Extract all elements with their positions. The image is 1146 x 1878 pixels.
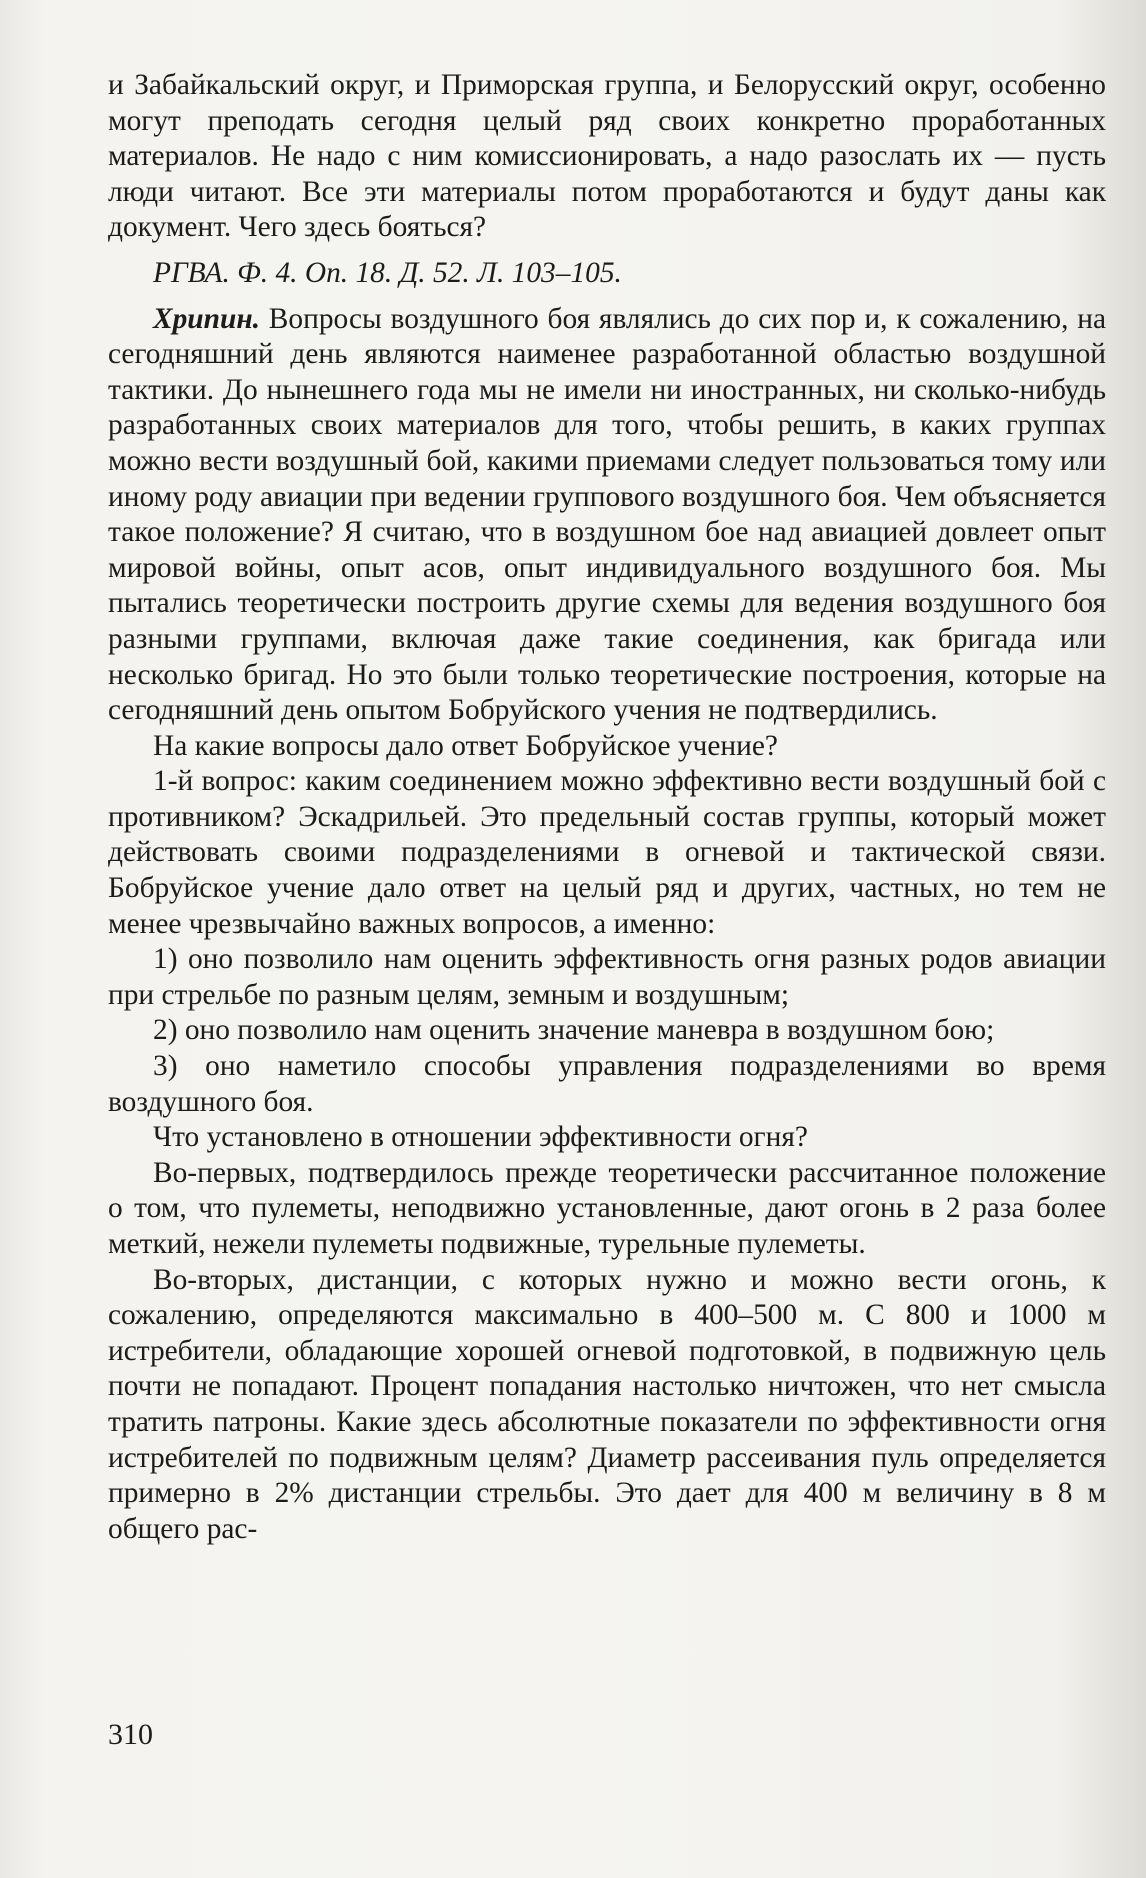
- paragraph-speech-khripin: [108, 302, 1106, 729]
- paragraph: Что установлено в отношении эффективности огня?: [153, 1121, 808, 1154]
- list-item: 1) оно позволило нам оценить эффективность огня разных родов авиации при стрельбе по разным целям, земным и воздушным;: [108, 943, 1106, 1011]
- speech-text: Вопросы воздушного боя являлись до сих пор и, к сожалению, на сегодняшний день являются наименее разработанной областью воздушной тактики. До нынешнего года мы не имели ни иностранных, ни сколько-нибудь разработанных своих материалов для того, чтобы решить, в каких группах можно вести воздушный бой, какими приемами следует пользоваться тому или иному роду авиации при ведении группового воздушного боя. Чем объясняется такое положение? Я считаю, что в воздушном бое над авиацией довлеет опыт мировой войны, опыт асов, опыт индивидуального воздушного боя. Мы пытались теоретически построить другие схемы для ведения воздушного боя разными группами, включая даже такие соединения, как бригада или несколько бригад. Но это были только теоретические построения, которые на сегодняшний день опытом Бобруйского учения не подтвердились.: [108, 302, 1106, 727]
- page-number: 310: [108, 1718, 153, 1751]
- paragraph: 1-й вопрос: каким соединением можно эффективно вести воздушный бой с противником? Эскадрильей. Это предельный состав группы, который может действовать своими подразделениями в огневой и тактической связи. Бобруйское учение дало ответ на целый ряд и других, частных, но тем не менее чрезвычайно важных вопросов, а именно:: [108, 765, 1106, 940]
- paragraph: Во-первых, подтвердилось прежде теоретически рассчитанное положение о том, что пулеметы, неподвижно установленные, дают огонь в 2 раза более меткий, нежели пулеметы подвижные, турельные пулеметы.: [108, 1156, 1106, 1260]
- paragraph: На какие вопросы дало ответ Бобруйское учение?: [153, 729, 778, 762]
- archive-source-reference: РГВА. Ф. 4. Оп. 18. Д. 52. Л. 103–105.: [153, 256, 622, 289]
- paragraph: Во-вторых, дистанции, с которых нужно и можно вести огонь, к сожалению, определяются максимально в 400–500 м. С 800 и 1000 м истребители, обладающие хорошей огневой подготовкой, в подвижную цель почти не попадают. Процент попадания настолько ничтожен, что нет смысла тратить патроны. Какие здесь абсолютные показатели по эффективности огня истребителей по подвижным целям? Диаметр рассеивания пуль определяется примерно в 2% дистанции стрельбы. Это дает для 400 м величину в 8 м общего рас-: [108, 1263, 1106, 1545]
- page-text: [108, 68, 1106, 1547]
- paragraph-continuation: и Забайкальский округ, и Приморская группа, и Белорусский округ, особенно могут преподать сегодня целый ряд своих конкретно проработанных материалов. Не надо с ним комиссионировать, а надо разослать их — пусть люди читают. Все эти материалы потом проработаются и будут даны как документ. Чего здесь бояться?: [108, 69, 1106, 244]
- list-item: 2) оно позволило нам оценить значение маневра в воздушном бою;: [153, 1014, 995, 1047]
- list-item: 3) оно наметило способы управления подразделениями во время воздушного боя.: [108, 1050, 1106, 1118]
- speaker-name: Хрипин.: [153, 302, 261, 335]
